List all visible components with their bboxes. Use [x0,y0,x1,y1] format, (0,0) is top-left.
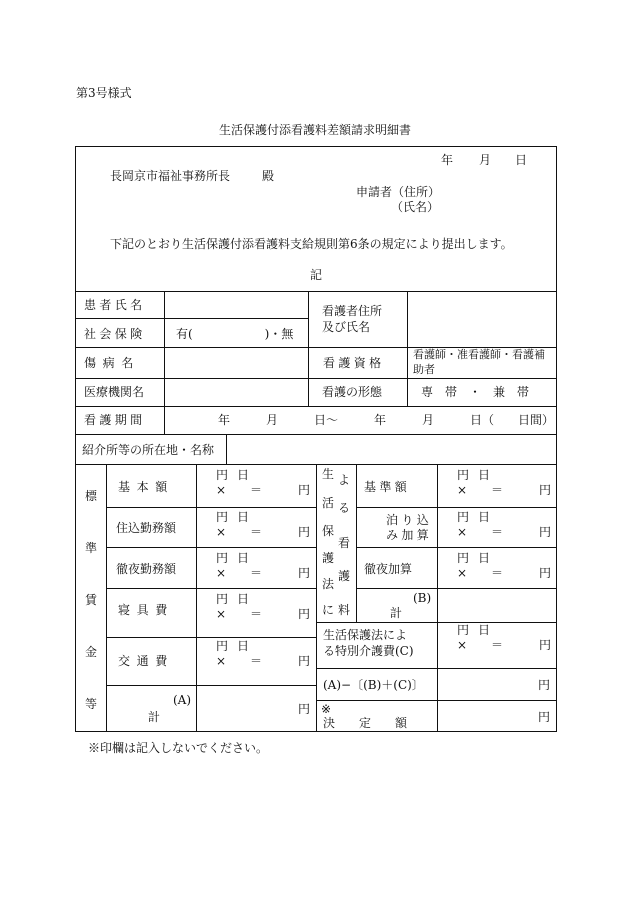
standard-item-day: 日 [237,639,250,653]
care-form-label: 看護の形態 [322,385,383,399]
standard-item-yen: 円 [216,592,229,606]
special-care-label: 生活保護法によ [323,628,408,642]
insurance-value: 有( )・無 [176,327,294,341]
standard-item-yen: 円 [216,551,229,565]
qualification-value: 看護師・准看護師・看護補 [413,348,545,361]
protection-item-day: 日 [478,510,491,524]
standard-item-day: 日 [237,551,250,565]
protection-item-formula: × ＝ 円 [457,483,552,497]
addressee: 長岡京市福祉事務所長 [110,169,231,183]
standard-side-4: 金 [85,645,98,659]
standard-item-day: 日 [237,592,250,606]
decision-label: 決 定 額 [323,716,408,730]
protection-side-a-4: 護 [322,551,335,565]
insurance-label: 社会保険 [84,327,146,341]
difference-label: (A)−〔(B)＋(C)〕 [323,678,424,692]
date-month: 月 [479,153,492,167]
qualification-label: 看護資格 [323,356,385,370]
standard-subtotal-yen: 円 [298,702,311,716]
protection-subtotal-mark: (B) [413,591,432,605]
form-number: 第3号様式 [76,86,132,100]
period-label: 看護期間 [84,413,146,427]
protection-item-formula: × ＝ 円 [457,525,552,539]
protection-side-b-1: よ [338,473,351,487]
date-year: 年 [441,153,454,167]
qualification-value-2: 助者 [413,363,435,376]
protection-side-a-1: 生 [322,467,335,481]
standard-subtotal-mark: (A) [173,693,192,707]
difference-yen: 円 [538,678,551,692]
patient-name-label: 患者氏名 [84,298,146,312]
protection-item-day: 日 [478,551,491,565]
protection-item-label: 徹夜加算 [364,562,413,576]
standard-item-label: 基本額 [118,480,174,494]
protection-side-a-6: に [322,603,335,617]
ki-label: 記 [310,268,323,282]
statement: 下記のとおり生活保護付添看護料支給規則第6条の規定により提出します。 [110,237,513,251]
standard-item-yen: 円 [216,639,229,653]
special-care-label-2: る特別介護費(C) [323,644,414,658]
standard-subtotal-label: 計 [148,710,161,724]
period-value: 年 月 日〜 年 月 日（ 日間） [218,413,555,427]
standard-item-yen: 円 [216,510,229,524]
protection-side-a-3: 保 [322,524,335,538]
standard-side-1: 標 [85,489,98,503]
standard-item-day: 日 [237,510,250,524]
request-form [75,146,557,732]
protection-side-a-2: 活 [322,496,335,510]
nurse-address-label: 看護者住所 [322,304,383,318]
protection-item-yen: 円 [457,468,470,482]
document-title: 生活保護付添看護料差額請求明細書 [218,123,411,137]
honorific: 殿 [262,169,275,183]
decision-yen: 円 [538,710,551,724]
protection-side-b-5: 料 [338,603,351,617]
protection-item-yen: 円 [457,551,470,565]
decision-mark: ※ [321,702,332,716]
standard-item-day: 日 [237,468,250,482]
protection-item-label: 泊り込 [386,513,433,527]
protection-side-b-2: る [338,501,351,515]
standard-item-label: 徹夜勤務額 [116,562,177,576]
protection-item-yen: 円 [457,510,470,524]
standard-item-yen: 円 [216,468,229,482]
applicant-name-label: （氏名） [391,200,440,214]
standard-item-label: 寝具費 [118,603,174,617]
protection-item-label: 基準額 [364,480,411,494]
date-day: 日 [515,153,528,167]
standard-item-formula: × ＝ 円 [216,566,311,580]
standard-side-5: 等 [85,697,98,711]
protection-item-label-2: み加算 [386,528,433,542]
standard-item-label: 住込勤務額 [116,521,177,535]
care-form-value: 専 帯 ・ 兼 帯 [421,385,530,399]
illness-label: 傷病名 [84,356,140,370]
standard-item-formula: × ＝ 円 [216,525,311,539]
standard-item-formula: × ＝ 円 [216,483,311,497]
special-care-formula: × ＝ 円 [457,638,552,652]
protection-side-b-3: 看 [338,536,351,550]
hospital-label: 医療機関名 [84,385,145,399]
standard-item-formula: × ＝ 円 [216,607,311,621]
standard-side-2: 準 [85,541,98,555]
special-care-yen: 円 [457,623,470,637]
protection-side-a-5: 法 [322,577,335,591]
special-care-day: 日 [478,623,491,637]
applicant-address-label: 申請者（住所） [356,185,441,199]
nurse-address-label-2: 及び氏名 [322,320,371,334]
protection-side-b-4: 護 [338,569,351,583]
referral-label: 紹介所等の所在地・名称 [82,443,215,457]
standard-item-formula: × ＝ 円 [216,654,311,668]
protection-item-formula: × ＝ 円 [457,566,552,580]
protection-subtotal-label: 計 [390,606,403,620]
standard-side-3: 賃 [85,593,98,607]
footer-note: ※印欄は記入しないでください。 [88,741,269,755]
standard-item-label: 交通費 [118,654,174,668]
protection-item-day: 日 [478,468,491,482]
